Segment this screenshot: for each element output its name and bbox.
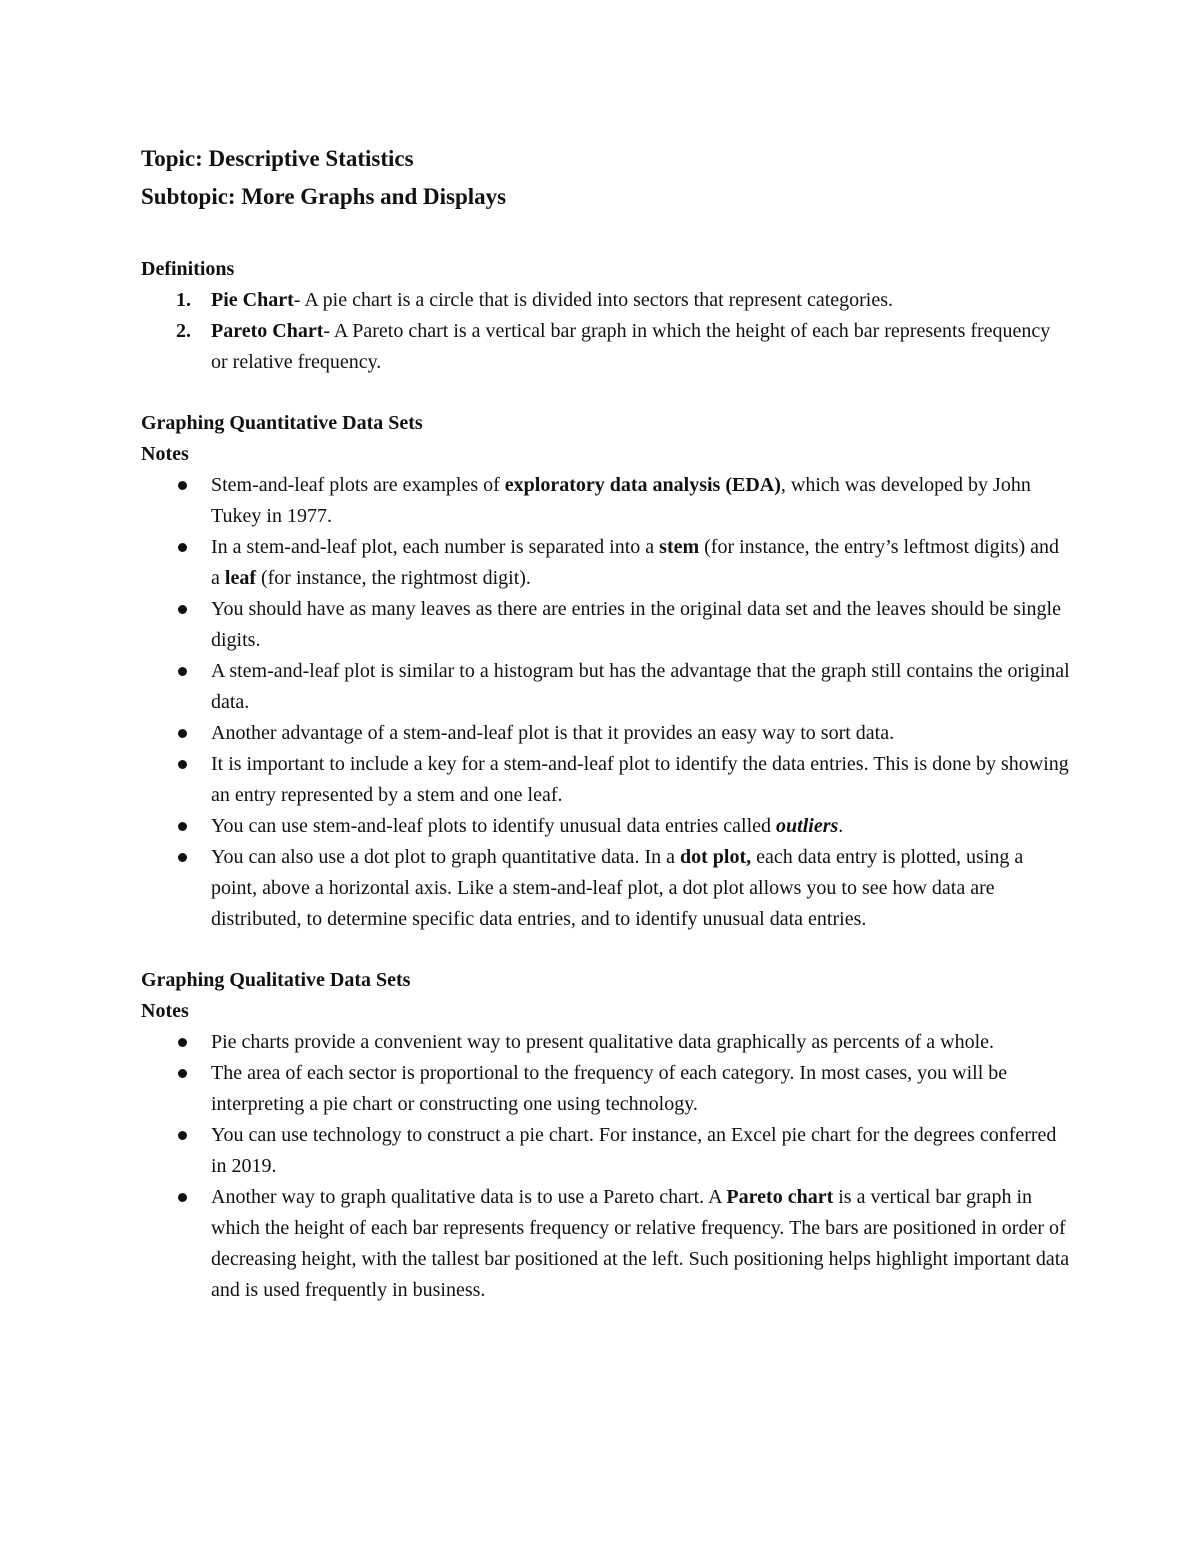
list-item: [211, 718, 1071, 749]
definition-term: Pie Chart: [211, 289, 294, 311]
definition-text: - A Pareto chart is a vertical bar graph in which the height of each bar represents frequency or relative frequency.: [211, 320, 1051, 373]
bullet-icon: [178, 667, 187, 676]
definition-number: 1.: [176, 289, 191, 311]
definition-item: [176, 285, 1071, 316]
list-item: [211, 1182, 1071, 1306]
note-text: each data entry is plotted, using a point, above a horizontal axis. Like a stem-and-leaf plot, a dot plot allows you to see how data are distributed, to determine specific data entries, and to identify unusual data entries.: [211, 846, 1024, 930]
definition-number: 2.: [176, 320, 191, 342]
qualitative-heading: Graphing Qualitative Data Sets: [141, 969, 411, 991]
definition-text: - A pie chart is a circle that is divided into sectors that represent categories.: [293, 289, 894, 311]
subtopic-title: Subtopic: More Graphs and Displays: [141, 184, 507, 209]
quantitative-notes-label: Notes: [141, 443, 189, 465]
note-bold-term: leaf: [224, 567, 256, 589]
bullet-icon: [178, 822, 187, 831]
list-item: [211, 749, 1071, 811]
note-bold-term: dot plot,: [679, 846, 752, 868]
definitions-heading: Definitions: [141, 258, 235, 280]
definitions-list: [141, 285, 1071, 378]
document-page: [141, 140, 1071, 1306]
list-item: [211, 1058, 1071, 1120]
note-text: Another advantage of a stem-and-leaf plot is that it provides an easy way to sort data.: [211, 722, 895, 744]
note-text: Pie charts provide a convenient way to present qualitative data graphically as percents of a whole.: [211, 1031, 995, 1053]
bullet-icon: [178, 1038, 187, 1047]
note-bold-term: Pareto chart: [726, 1186, 834, 1208]
note-text: You can also use a dot plot to graph quantitative data. In a: [211, 846, 680, 868]
list-item: [211, 594, 1071, 656]
bullet-icon: [178, 1069, 187, 1078]
bullet-icon: [178, 1193, 187, 1202]
note-text: You can use technology to construct a pie chart. For instance, an Excel pie chart for the degrees conferred in 2019.: [211, 1124, 1057, 1177]
list-item: [211, 811, 1071, 842]
bullet-icon: [178, 605, 187, 614]
note-text: (for instance, the rightmost digit).: [255, 567, 531, 589]
quantitative-heading: Graphing Quantitative Data Sets: [141, 412, 423, 434]
qualitative-notes-label: Notes: [141, 1000, 189, 1022]
note-text: It is important to include a key for a stem-and-leaf plot to identify the data entries. This is done by showing an entry represented by a stem and one leaf.: [211, 753, 1069, 806]
bullet-icon: [178, 853, 187, 862]
list-item: [211, 842, 1071, 935]
note-text: .: [838, 815, 844, 837]
bullet-icon: [178, 729, 187, 738]
bullet-icon: [178, 1131, 187, 1140]
topic-title: Topic: Descriptive Statistics: [141, 146, 414, 171]
note-bold-term: stem: [659, 536, 700, 558]
list-item: [211, 1120, 1071, 1182]
list-item: [211, 1027, 1071, 1058]
note-text: The area of each sector is proportional to the frequency of each category. In most cases, you will be interpreting a pie chart or constructing one using technology.: [211, 1062, 1008, 1115]
list-item: [211, 470, 1071, 532]
qualitative-notes-list: [141, 1027, 1071, 1306]
definition-term: Pareto Chart: [211, 320, 324, 342]
note-text: In a stem-and-leaf plot, each number is separated into a: [211, 536, 660, 558]
note-text: You should have as many leaves as there are entries in the original data set and the leaves should be single digits.: [211, 598, 1061, 651]
note-text: Stem-and-leaf plots are examples of: [211, 474, 505, 496]
note-text: (for instance, the entry’s leftmost digits) and a: [211, 536, 1060, 589]
bullet-icon: [178, 760, 187, 769]
note-text: You can use stem-and-leaf plots to identify unusual data entries called: [211, 815, 777, 837]
note-bold-italic-term: outliers: [776, 815, 839, 837]
definition-item: [176, 316, 1071, 378]
note-text: , which was developed by John Tukey in 1977.: [211, 474, 1031, 527]
note-text: A stem-and-leaf plot is similar to a histogram but has the advantage that the graph still contains the original data.: [211, 660, 1070, 713]
note-text: Another way to graph qualitative data is to use a Pareto chart. A: [211, 1186, 727, 1208]
quantitative-notes-list: [141, 470, 1071, 935]
list-item: [211, 656, 1071, 718]
bullet-icon: [178, 481, 187, 490]
note-bold-term: exploratory data analysis (EDA): [504, 474, 781, 496]
bullet-icon: [178, 543, 187, 552]
list-item: [211, 532, 1071, 594]
note-text: is a vertical bar graph in which the height of each bar represents frequency or relative frequency. The bars are positioned in order of decreasing height, with the tallest bar positioned at the left. Such positioning helps highlight important data and is used frequently in business.: [211, 1186, 1070, 1301]
